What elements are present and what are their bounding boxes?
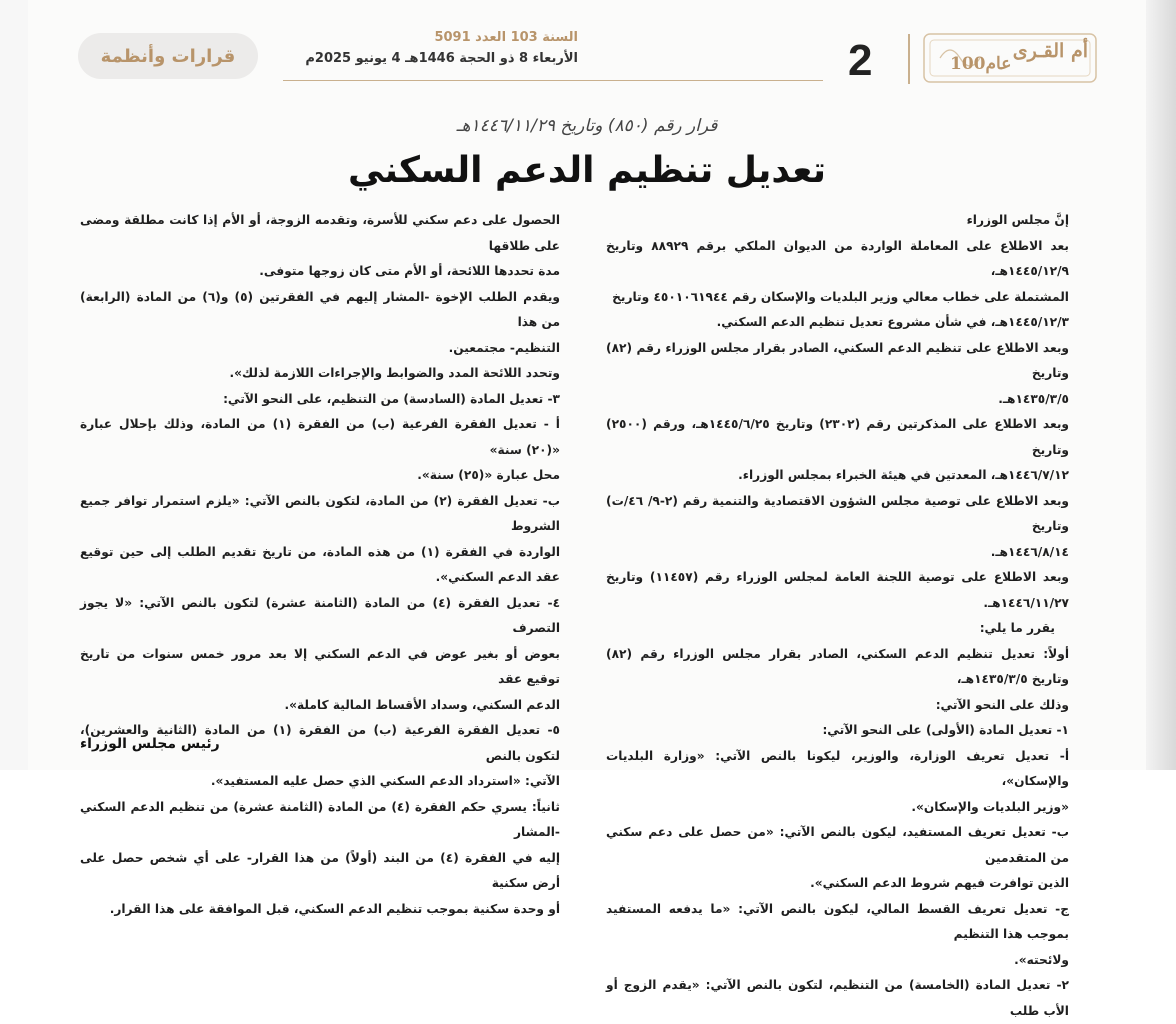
paragraph: المشتملة على خطاب معالي وزير البلديات والإسكان رقم ٤٥٠١٠٦١٩٤٤ وتاريخ xyxy=(612,289,1069,304)
logo-centennial: عام100 xyxy=(950,54,1012,74)
paragraph: وتحدد اللائحة المدد والضوابط والإجراءات اللازمة لذلك». xyxy=(229,366,560,380)
paragraph: وبعد الاطلاع على توصية مجلس الشؤون الاقتصادية والتنمية رقم (٢-٩/ ٤٦/ت) وتاريخ xyxy=(606,493,1069,533)
page-edge-left xyxy=(0,0,28,770)
paragraph: إليه في الفقرة (٤) من البند (أولاً) من هذا القرار- على أي شخص حصل على أرض سكنية xyxy=(80,850,561,890)
paragraph: أ- تعديل تعريف الوزارة، والوزير، ليكونا بالنص الآتي: «وزارة البلديات والإسكان»، xyxy=(606,748,1069,788)
paragraph: ويقدم الطلب الإخوة -المشار إليهم في الفقرتين (٥) و(٦) من المادة (الرابعة) من هذا xyxy=(80,289,561,329)
paragraph: ٢- تعديل المادة (الخامسة) من التنظيم، لتكون بالنص الآتي: «يقدم الزوج أو الأب طلب xyxy=(606,978,1069,1018)
paragraph: ١- تعديل المادة (الأولى) على النحو الآتي: xyxy=(822,723,1069,737)
paragraph: ولائحته». xyxy=(1014,952,1069,967)
paragraph: الحصول على دعم سكني للأسرة، وتقدمه الزوجة، أو الأم إذا كانت مطلقة ومضى على طلاقها xyxy=(80,213,560,253)
decision-number: قرار رقم (٨٥٠) وتاريخ ١٤٤٦/١١/٢٩هـ xyxy=(456,116,718,136)
right-column xyxy=(606,208,1069,1024)
paragraph: وبعد الاطلاع على المذكرتين رقم (٢٣٠٢) وتاريخ ١٤٤٥/٦/٢٥هـ، ورقم (٢٥٠٠) وتاريخ xyxy=(606,417,1069,457)
paragraph: أو وحدة سكنية بموجب تنظيم الدعم السكني، قبل الموافقة على هذا القرار. xyxy=(109,901,560,916)
paragraph: الذين توافرت فيهم شروط الدعم السكني». xyxy=(810,876,1069,890)
page-edge-right xyxy=(1146,0,1176,770)
paragraph: ٣- تعديل المادة (السادسة) من التنظيم، على النحو الآتي: xyxy=(223,391,560,406)
paragraph: ب- تعديل الفقرة (٢) من المادة، لتكون بالنص الآتي: «يلزم استمرار توافر جميع الشروط xyxy=(80,493,560,533)
paragraph: ج- تعديل تعريف القسط المالي، ليكون بالنص الآتي: «ما يدفعه المستفيد بموجب هذا التنظيم xyxy=(606,901,1069,941)
page-title: تعديل تنظيم الدعم السكني xyxy=(347,150,827,191)
paragraph: «وزير البلديات والإسكان». xyxy=(911,799,1069,814)
paragraph: بعد الاطلاع على المعاملة الواردة من الديوان الملكي برقم ٨٨٩٢٩ وتاريخ ١٤٤٥/١٢/٩هـ، xyxy=(606,238,1069,278)
issue-date: الأربعاء 8 ذو الحجة 1446هـ 4 يونيو 2025م xyxy=(305,51,578,66)
paragraph: يقرر ما يلي: xyxy=(979,621,1055,635)
section-label: قرارات وأنظمة xyxy=(78,33,258,79)
gazette-page xyxy=(28,0,1146,1018)
logo-title: أم القـرى xyxy=(1012,40,1088,62)
paragraph: ١٤٤٦/٧/١٢هـ، المعدتين في هيئة الخبراء بمجلس الوزراء. xyxy=(738,468,1069,482)
left-column xyxy=(80,208,560,922)
paragraph: محل عبارة «(٢٥) سنة». xyxy=(417,468,560,482)
paragraph: ٥- تعديل الفقرة الفرعية (ب) من الفقرة (١) من المادة (الثانية والعشرين)، لتكون بالنص xyxy=(80,723,560,763)
paragraph: الدعم السكني، وسداد الأقساط المالية كاملة». xyxy=(284,697,560,712)
paragraph: وذلك على النحو الآتي: xyxy=(935,697,1069,712)
page-header xyxy=(78,28,1118,88)
header-divider xyxy=(283,80,823,81)
paragraph: ثانياً: يسري حكم الفقرة (٤) من المادة (الثامنة عشرة) من تنظيم الدعم السكني -المشار xyxy=(80,799,560,839)
paragraph: إنَّ مجلس الوزراء xyxy=(966,213,1069,227)
paragraph: ب- تعديل تعريف المستفيد، ليكون بالنص الآتي: «من حصل على دعم سكني من المتقدمين xyxy=(606,825,1069,865)
paragraph: أولاً: تعديل تنظيم الدعم السكني، الصادر بقرار مجلس الوزراء رقم (٨٢) وتاريخ ١٤٣٥/٣/٥هـ، xyxy=(606,646,1069,686)
newspaper-logo xyxy=(920,28,1100,88)
paragraph: بعوض أو بغير عوض في الدعم السكني إلا بعد مرور خمس سنوات من تاريخ توقيع عقد xyxy=(80,646,560,686)
paragraph: وبعد الاطلاع على توصية اللجنة العامة لمجلس الوزراء رقم (١١٤٥٧) وتاريخ ١٤٤٦/١١/٢٧هـ. xyxy=(606,570,1069,610)
paragraph: التنظيم- مجتمعين. xyxy=(448,340,560,355)
signature-title: رئيس مجلس الوزراء xyxy=(80,736,220,752)
paragraph: الواردة في الفقرة (١) من هذه المادة، من تاريخ تقديم الطلب إلى حين توقيع عقد الدعم السكني». xyxy=(80,544,560,584)
issue-info xyxy=(278,30,578,66)
paragraph: ١٤٤٦/٨/١٤هـ. xyxy=(990,544,1069,559)
paragraph: ١٤٣٥/٣/٥هـ. xyxy=(998,391,1069,406)
paragraph: أ - تعديل الفقرة الفرعية (ب) من الفقرة (١) من المادة، وذلك بإحلال عبارة «(٢٠) سنة» xyxy=(80,417,560,457)
paragraph: ٤- تعديل الفقرة (٤) من المادة (الثامنة عشرة) لتكون بالنص الآتي: «لا يجوز التصرف xyxy=(80,595,561,635)
paragraph: ١٤٤٥/١٢/٣هـ، في شأن مشروع تعديل تنظيم الدعم السكني. xyxy=(716,315,1069,329)
issue-number: السنة 103 العدد 5091 xyxy=(434,30,578,45)
paragraph: وبعد الاطلاع على تنظيم الدعم السكني، الصادر بقرار مجلس الوزراء رقم (٨٢) وتاريخ xyxy=(606,340,1069,380)
header-separator xyxy=(908,34,910,84)
page-number: 2 xyxy=(848,36,873,85)
paragraph: مدة تحددها اللائحة، أو الأم متى كان زوجها متوفى. xyxy=(259,264,560,278)
paragraph: الآتي: «استرداد الدعم السكني الذي حصل عليه المستفيد». xyxy=(210,774,560,788)
